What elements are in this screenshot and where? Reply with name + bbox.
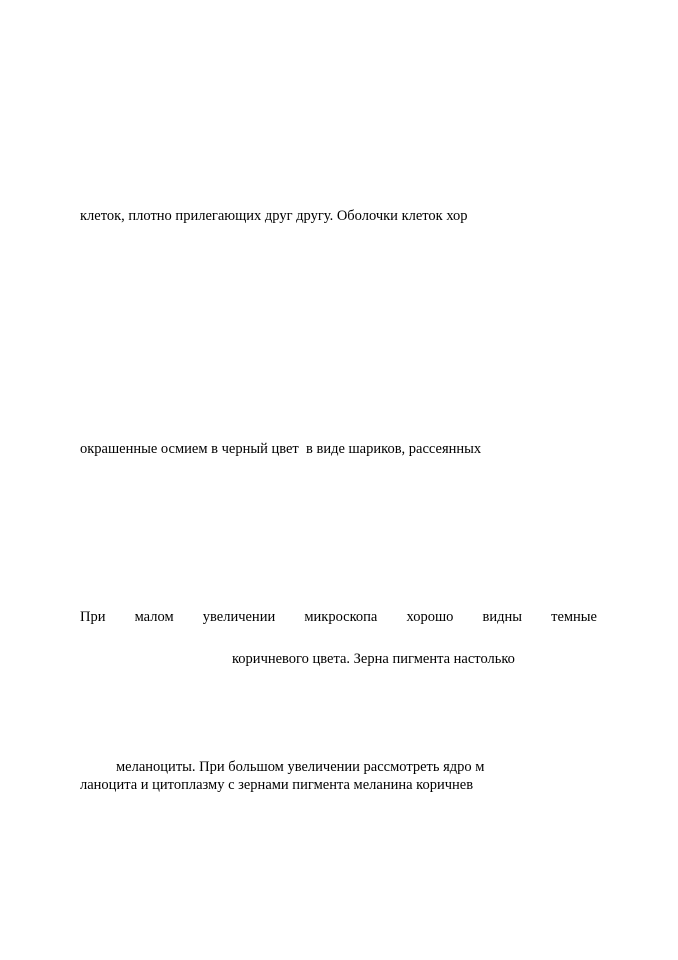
text-line-5: меланоциты. При большом увеличении рассмотреть ядро м bbox=[116, 759, 485, 775]
text-line-4: коричневого цвета. Зерна пигмента настолько bbox=[232, 651, 515, 667]
text-line-2: окрашенные осмием в черный цвет в виде шариков, рассеянных bbox=[80, 441, 482, 457]
text-line-6: ланоцита и цитоплазму с зернами пигмента меланина коричнев bbox=[80, 777, 474, 793]
text-line-1: клеток, плотно прилегающих друг другу. Оболочки клеток хор bbox=[80, 208, 468, 224]
text-line-3: При малом увеличении микроскопа хорошо видны темные bbox=[80, 609, 597, 625]
